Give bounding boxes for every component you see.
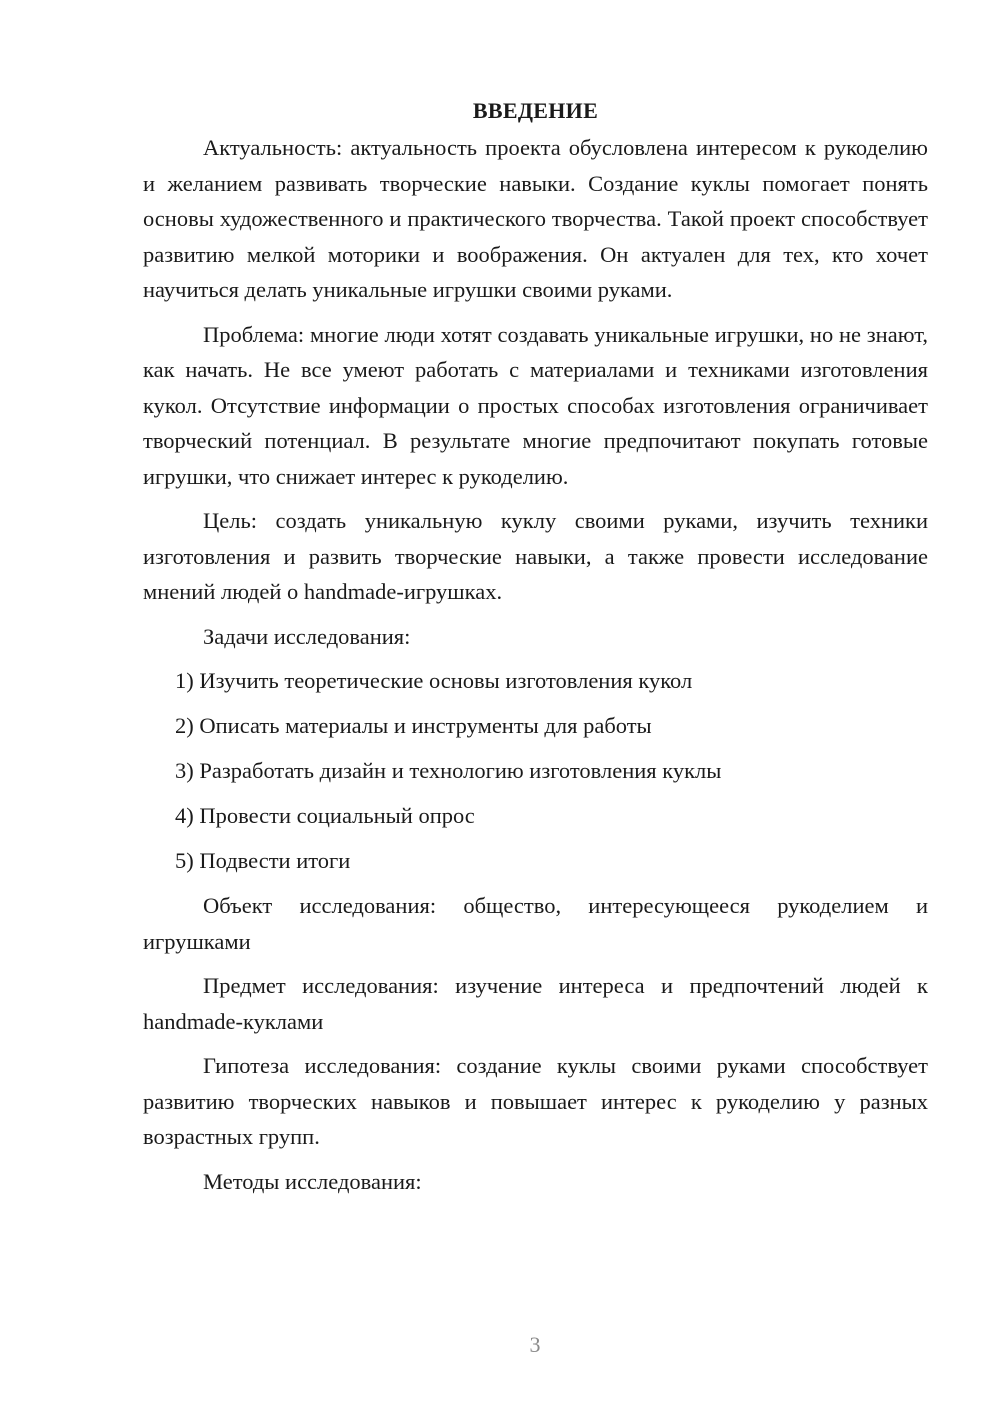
list-item: 4) Провести социальный опрос	[175, 803, 475, 828]
relevance-paragraph: Актуальность: актуальность проекта обусловлена интересом к рукоделию и желанием развивать творческие навыки. Создание куклы помогает понять основы художественного и практического творчества. Такой проект способствует развитию мелкой моторики и воображения. Он актуален для тех, кто хочет научиться делать уникальные игрушки своими руками.	[143, 135, 928, 302]
methods-heading: Методы исследования:	[203, 1168, 422, 1194]
subject-paragraph: Предмет исследования: изучение интереса и предпочтений людей к handmade-куклами	[143, 973, 928, 1034]
document-page	[143, 93, 928, 1208]
list-item: 3) Разработать дизайн и технологию изготовления куклы	[175, 758, 722, 783]
section-title: ВВЕДЕНИЕ	[472, 98, 599, 123]
list-item: 5) Подвести итоги	[175, 848, 351, 873]
problem-paragraph: Проблема: многие люди хотят создавать уникальные игрушки, но не знают, как начать. Не все умеют работать с материалами и техниками изготовления кукол. Отсутствие информации о простых способах изготовления ограничивает творческий потенциал. В результате многие предпочитают покупать готовые игрушки, что снижает интерес к рукоделию.	[143, 321, 928, 489]
hypothesis-paragraph: Гипотеза исследования: создание куклы своими руками способствует развитию творческих навыков и повышает интерес к рукоделию у разных возрастных групп.	[143, 1053, 928, 1149]
object-paragraph: Объект исследования: общество, интересующееся рукоделием и игрушками	[143, 893, 928, 954]
list-item: 1) Изучить теоретические основы изготовления кукол	[175, 668, 693, 693]
tasks-list	[143, 663, 928, 879]
goal-paragraph: Цель: создать уникальную куклу своими руками, изучить техники изготовления и развить творческие навыки, а также провести исследование мнений людей о handmade-игрушках.	[143, 508, 928, 604]
list-item: 2) Описать материалы и инструменты для работы	[175, 713, 652, 738]
tasks-heading: Задачи исследования:	[203, 623, 411, 649]
page-number: 3	[529, 1332, 541, 1357]
